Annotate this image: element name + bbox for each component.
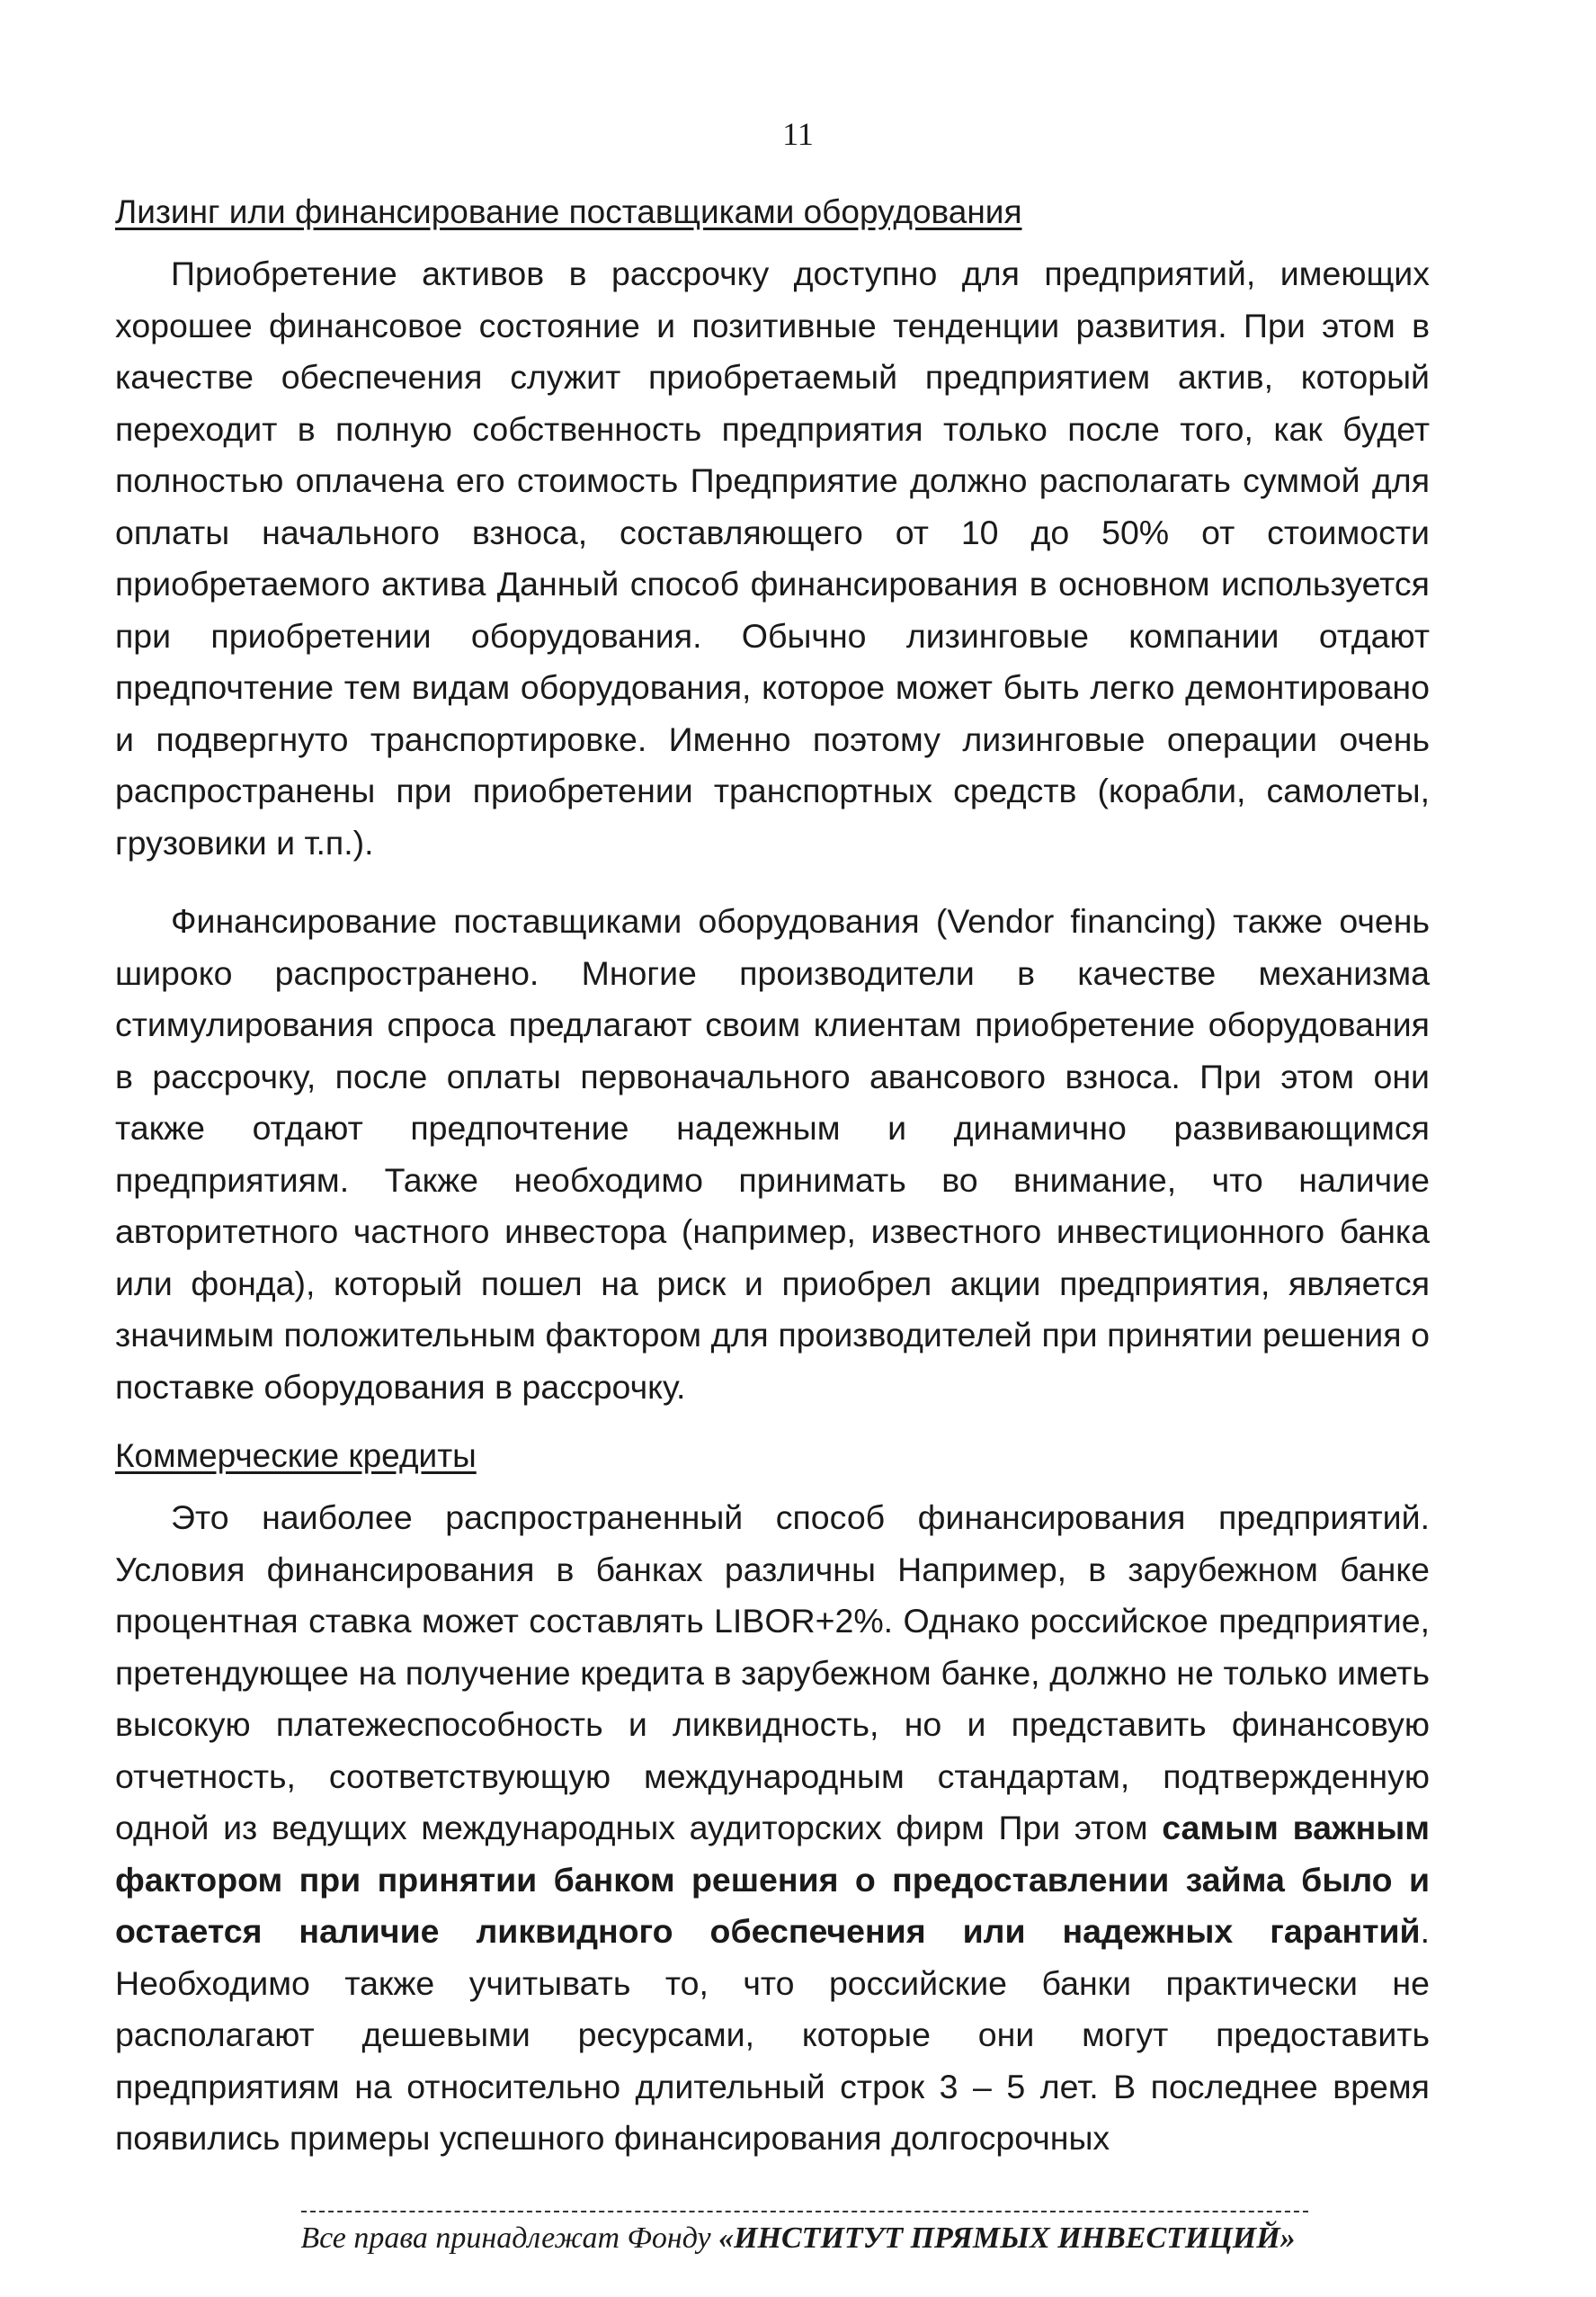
page-number: 11	[782, 116, 814, 152]
paragraph-bold-emphasis: самым важным фактором при принятии банком решения о предоставлении займа было и остается наличие ликвидного обеспечения или надежных гарантий	[115, 1809, 1430, 1950]
paragraph-text-start: Это наиболее распространенный способ финансирования предприятий. Условия финансирования в банках различны Например, в зарубежном банке процентная ставка может составлять LIBOR+2%. Однако российское предприятие, претендующее на получение кредита в зарубежном банке, должно не только иметь высокую платежеспособность и ликвидность, но и представить финансовую отчетность, соответствующую международным стандартам, подтвержденную одной из ведущих международных аудиторских фирм При этом	[115, 1498, 1430, 1846]
footer-prefix: Все права принадлежат Фонду	[300, 2221, 719, 2255]
section-heading-commercial-credits: Коммерческие кредиты	[115, 1437, 477, 1474]
footer-organization: «ИНСТИТУТ ПРЯМЫХ ИНВЕСТИЦИЙ»	[718, 2221, 1296, 2255]
paragraph-leasing-2: Финансирование поставщиками оборудования (Vendor financing) также очень широко распространено. Многие производители в качестве механизма стимулирования спроса предлагают своим клиентам приобретение оборудования в рассрочку, после оплаты первоначального авансового взноса. При этом они также отдают предпочтение надежным и динамично развивающимся предприятиям. Также необходимо принимать во внимание, что наличие авторитетного частного инвестора (например, известного инвестиционного банка или фонда), который пошел на риск и приобрел акции предприятия, является значимым положительным фактором для производителей при принятии решения о поставке оборудования в рассрочку.	[115, 902, 1430, 1406]
footer-divider	[301, 2211, 1308, 2212]
section-heading-leasing: Лизинг или финансирование поставщиками оборудования	[115, 193, 1022, 230]
paragraph-text-end: . Необходимо также учитывать то, что российские банки практически не располагают дешевыми ресурсами, которые они могут предоставить предприятиям на относительно длительный строк 3 – 5 лет. В последнее время появились примеры успешного финансирования долгосрочных	[115, 1912, 1430, 2157]
paragraph-commercial-credits	[115, 1492, 1430, 2165]
paragraph-leasing-1: Приобретение активов в рассрочку доступно для предприятий, имеющих хорошее финансовое состояние и позитивные тенденции развития. При этом в качестве обеспечения служит приобретаемый предприятием актив, который переходит в полную собственность предприятия только после того, как будет полностью оплачена его стоимость Предприятие должно располагать суммой для оплаты начального взноса, составляющего от 10 до 50% от стоимости приобретаемого актива Данный способ финансирования в основном используется при приобретении оборудования. Обычно лизинговые компании отдают предпочтение тем видам оборудования, которое может быть легко демонтировано и подвергнуто транспортировке. Именно поэтому лизинговые операции очень распространены при приобретении транспортных средств (корабли, самолеты, грузовики и т.п.).	[115, 255, 1430, 862]
page-content	[115, 187, 1430, 2192]
footer-copyright	[0, 2221, 1596, 2256]
